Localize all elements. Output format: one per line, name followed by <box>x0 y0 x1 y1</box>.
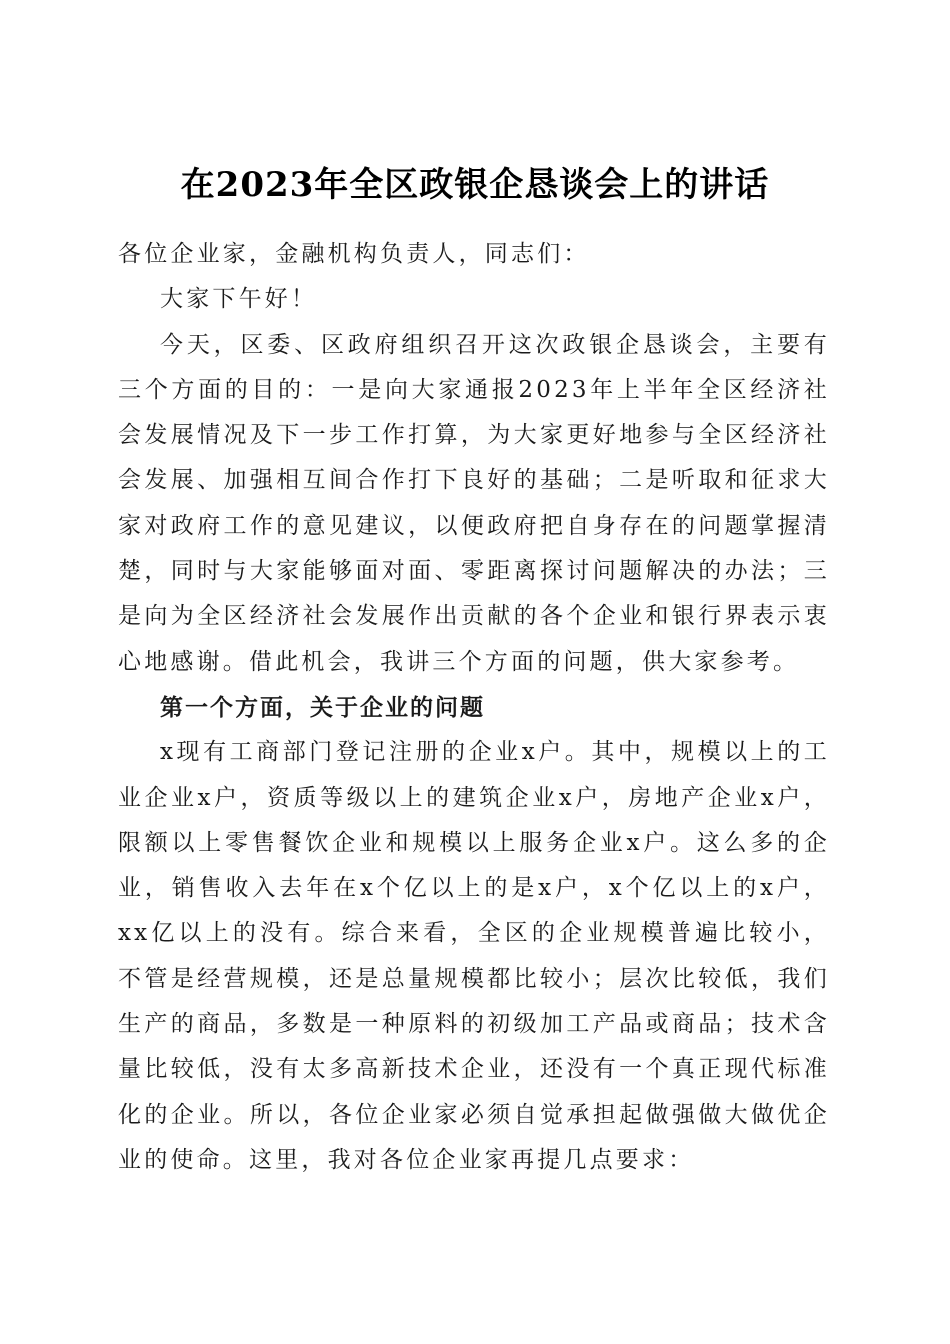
document-body <box>118 232 830 1183</box>
section-one-heading: 第一个方面，关于企业的问题 <box>160 693 485 721</box>
salutation: 各位企业家，金融机构负责人，同志们： <box>118 241 590 267</box>
greeting: 大家下午好！ <box>160 286 318 313</box>
document-title: 在2023年全区政银企恳谈会上的讲话 <box>180 164 770 205</box>
enterprise-paragraph: x现有工商部门登记注册的企业x户。其中，规模以上的工业企业x户，资质等级以上的建筑企业x户，房地产企业x户，限额以上零售餐饮企业和规模以上服务企业x户。这么多的企业，销售收入去年在x个亿以上的是x户，x个亿以上的x户，xx亿以上的没有。综合来看，全区的企业规模普遍比较小，不管是经营规模，还是总量规模都比较小；层次比较低，我们生产的商品，多数是一种原料的初级加工产品或商品；技术含量比较低，没有太多高新技术企业，还没有一个真正现代标准化的企业。所以，各位企业家必须自觉承担起做强做大做优企业的使命。这里，我对各位企业家再提几点要求： <box>118 739 830 1173</box>
intro-paragraph: 今天，区委、区政府组织召开这次政银企恳谈会，主要有三个方面的目的：一是向大家通报2023年上半年全区经济社会发展情况及下一步工作打算，为大家更好地参与全区经济社会发展、加强相互间合作打下良好的基础；二是听取和征求大家对政府工作的意见建议，以便政府把自身存在的问题掌握清楚，同时与大家能够面对面、零距离探讨问题解决的办法；三是向为全区经济社会发展作出贡献的各个企业和银行界表示衷心地感谢。借此机会，我讲三个方面的问题，供大家参考。 <box>118 331 830 675</box>
